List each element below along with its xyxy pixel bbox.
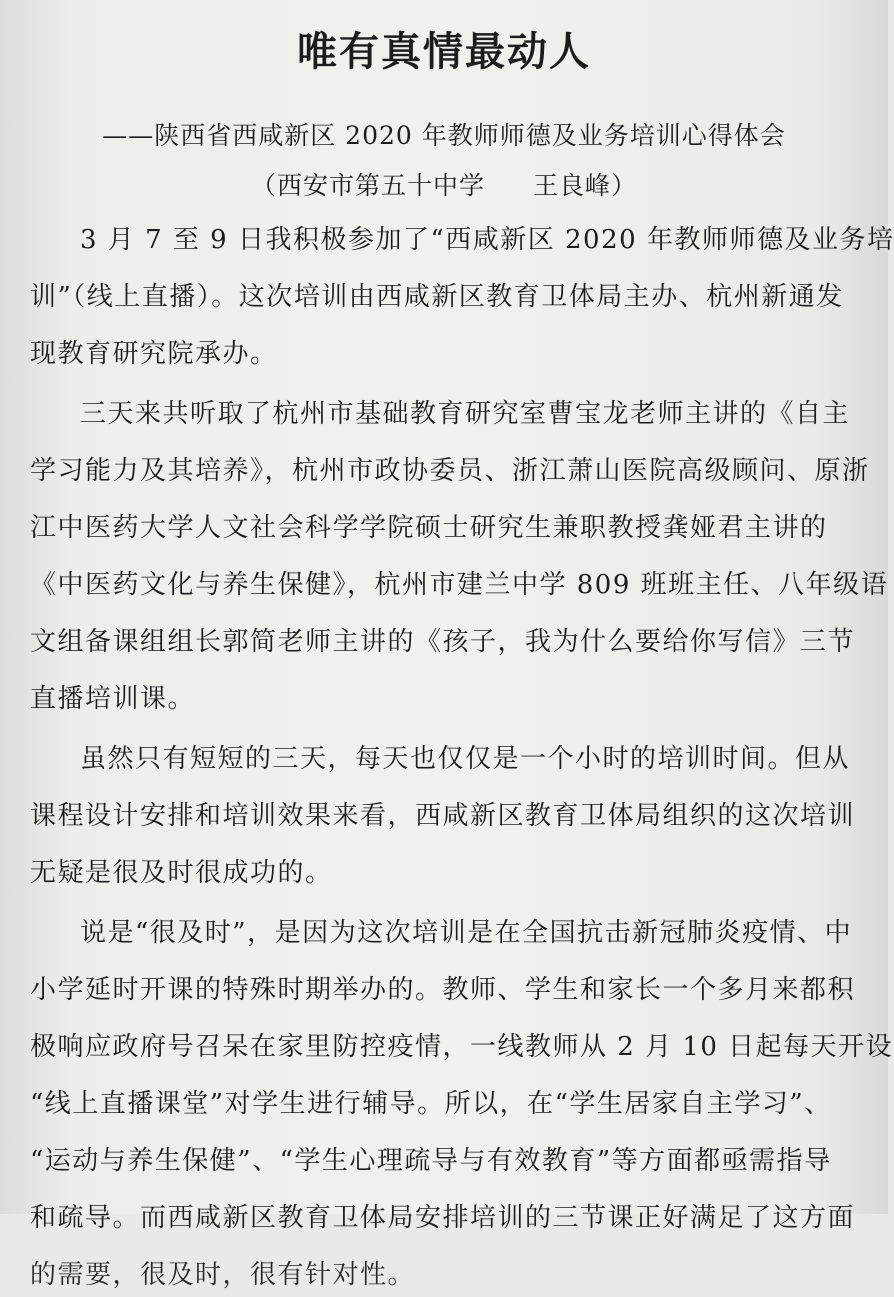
text-line: 小学延时开课的特殊时期举办的。教师、学生和家长一个多月来都积 [30,975,856,1005]
text-line: 现教育研究院承办。 [30,339,278,369]
text-line: 直播培训课。 [30,684,196,714]
text-line: 3 月 7 至 9 日我积极参加了“西咸新区 2020 年教师师德及业务培 [80,225,894,255]
document-title: 唯有真情最动人 [297,28,591,75]
text-line: 训”（线上直播）。这次培训由西咸新区教育卫体局主办、杭州新通发 [30,282,844,312]
author-school: （西安市第五十中学 [250,171,485,200]
text-line: “运动与养生保健”、“学生心理疏导与有效教育”等方面都亟需指导 [30,1146,832,1176]
text-line: 说是“很及时”，是因为这次培训是在全国抗击新冠肺炎疫情、中 [80,918,853,948]
document-subtitle: ——陕西省西咸新区 2020 年教师师德及业务培训心得体会 [102,121,786,150]
text-line: 无疑是很及时很成功的。 [30,858,333,888]
author-name: 王良峰） [533,171,638,200]
text-line: 江中医药大学人文社会科学学院硕士研究生兼职教授龚娅君主讲的 [30,513,828,543]
text-line: 虽然只有短短的三天，每天也仅仅是一个小时的培训时间。但从 [80,744,851,774]
text-line: 的需要，很及时，很有针对性。 [30,1260,416,1290]
text-line: 文组备课组组长郭简老师主讲的《孩子，我为什么要给你写信》三节 [30,627,856,657]
text-line: “线上直播课堂”对学生进行辅导。所以，在“学生居家自主学习”、 [30,1089,832,1119]
text-line: 极响应政府号召呆在家里防控疫情，一线教师从 2 月 10 日起每天开设 [30,1032,894,1062]
text-line: 课程设计安排和培训效果来看，西咸新区教育卫体局组织的这次培训 [30,801,856,831]
author-line [0,166,888,206]
text-line: 《中医药文化与养生保健》，杭州市建兰中学 809 班班主任、八年级语 [30,570,889,600]
text-line: 学习能力及其培养》，杭州市政协委员、浙江萧山医院高级顾问、原浙 [30,456,870,486]
text-line: 和疏导。而西咸新区教育卫体局安排培训的三节课正好满足了这方面 [30,1203,856,1233]
text-line: 三天来共听取了杭州市基础教育研究室曹宝龙老师主讲的《自主 [80,399,851,429]
